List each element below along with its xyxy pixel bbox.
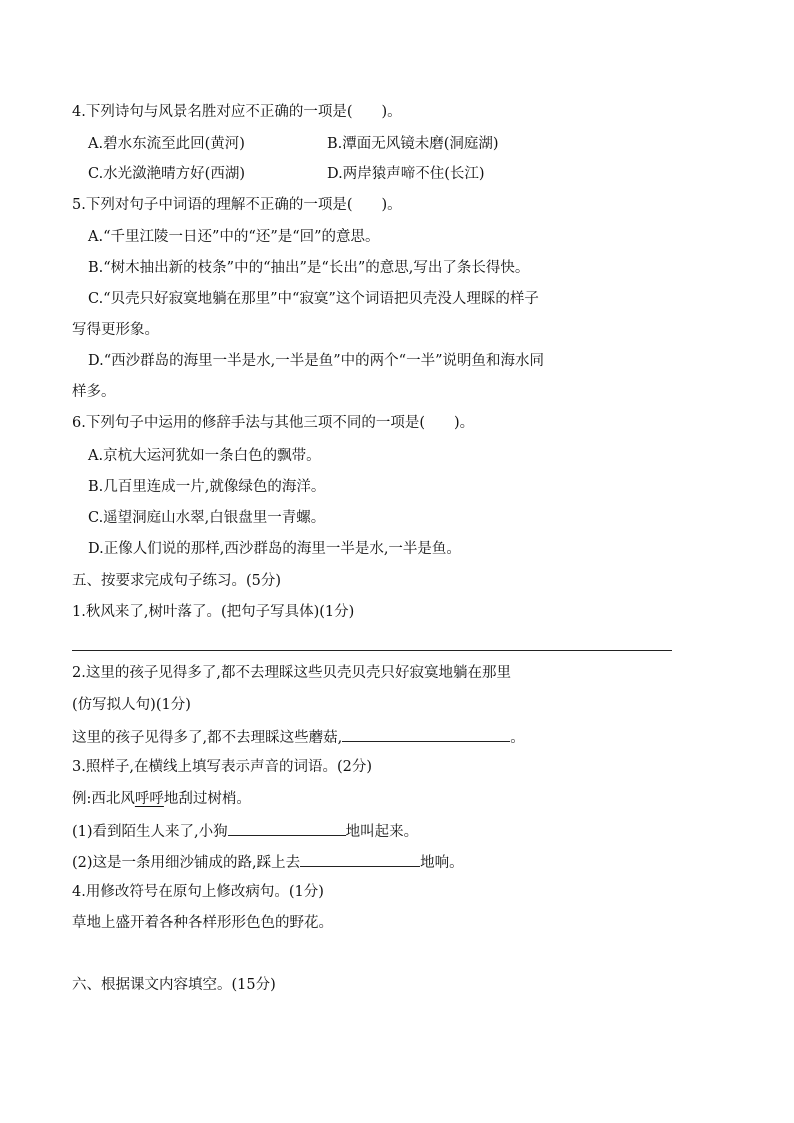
q6-option-d: D.正像人们说的那样,西沙群岛的海里一半是水,一半是鱼。 xyxy=(88,541,461,557)
section5-q2-line2: (仿写拟人句)(1分) xyxy=(72,697,191,713)
item1-prefix: (1)看到陌生人来了,小狗 xyxy=(72,824,228,840)
section5-title: 五、按要求完成句子练习。(5分) xyxy=(72,573,282,589)
q5-option-d-line2: 样多。 xyxy=(72,384,116,400)
section5-q4-sentence[interactable]: 草地上盛开着各种各样形形色色的野花。 xyxy=(72,915,333,931)
item2-suffix: 地响。 xyxy=(420,855,464,871)
section5-q4: 4.用修改符号在原句上修改病句。(1分) xyxy=(72,884,324,900)
q4-option-c: C.水光潋滟晴方好(西湖) xyxy=(88,166,245,182)
example-word: 呼呼 xyxy=(134,791,164,807)
q4-option-a: A.碧水东流至此回(黄河) xyxy=(88,136,245,152)
q5-option-a: A.“千里江陵一日还”中的“还”是“回”的意思。 xyxy=(88,229,380,245)
section5-q1: 1.秋风来了,树叶落了。(把句子写具体)(1分) xyxy=(72,604,355,620)
q4-option-b: B.潭面无风镜未磨(洞庭湖) xyxy=(327,136,499,152)
q5-option-d-line1: D.“西沙群岛的海里一半是水,一半是鱼”中的两个“一半”说明鱼和海水同 xyxy=(88,353,544,369)
q6-option-c: C.遥望洞庭山水翠,白银盘里一青螺。 xyxy=(88,510,326,526)
section5-q3-example xyxy=(72,789,251,809)
q5-option-c-line1: C.“贝壳只好寂寞地躺在那里”中“寂寞”这个词语把贝壳没人理睬的样子 xyxy=(88,291,539,307)
item1-suffix: 地叫起来。 xyxy=(345,824,419,840)
q4-stem: 4.下列诗句与风景名胜对应不正确的一项是( )。 xyxy=(72,104,402,120)
q4-option-d: D.两岸猿声啼不住(长江) xyxy=(327,166,485,182)
section5-q2-end: 。 xyxy=(510,730,525,746)
q6-option-a: A.京杭大运河犹如一条白色的飘带。 xyxy=(88,448,321,464)
section6-title: 六、根据课文内容填空。(15分) xyxy=(72,977,276,993)
section5-q2-prefix: 这里的孩子见得多了,都不去理睬这些蘑菇, xyxy=(72,730,343,746)
item2-prefix: (2)这是一条用细沙铺成的路,踩上去 xyxy=(72,855,301,871)
q5-option-c-line2: 写得更形象。 xyxy=(72,322,159,338)
section5-q3: 3.照样子,在横线上填写表示声音的词语。(2分) xyxy=(72,759,372,775)
answer-line-q1[interactable] xyxy=(72,650,672,651)
section5-q3-item2 xyxy=(72,851,464,873)
q6-option-b: B.几百里连成一片,就像绿色的海洋。 xyxy=(88,479,326,495)
example-prefix: 例:西北风 xyxy=(72,791,135,807)
answer-blank-q2[interactable] xyxy=(342,726,510,742)
section5-q3-item1 xyxy=(72,820,418,842)
q5-option-b: B.“树木抽出新的枝条”中的“抽出”是“长出”的意思,写出了条长得快。 xyxy=(88,260,530,276)
q6-stem: 6.下列句子中运用的修辞手法与其他三项不同的一项是( )。 xyxy=(72,415,475,431)
section5-q2-line3 xyxy=(72,726,525,748)
section5-q2-line1: 2.这里的孩子见得多了,都不去理睬这些贝壳贝壳只好寂寞地躺在那里 xyxy=(72,665,511,681)
q5-stem: 5.下列对句子中词语的理解不正确的一项是( )。 xyxy=(72,197,402,213)
example-suffix: 地刮过树梢。 xyxy=(163,791,251,807)
answer-blank-q3-2[interactable] xyxy=(300,851,420,867)
answer-blank-q3-1[interactable] xyxy=(228,820,346,836)
